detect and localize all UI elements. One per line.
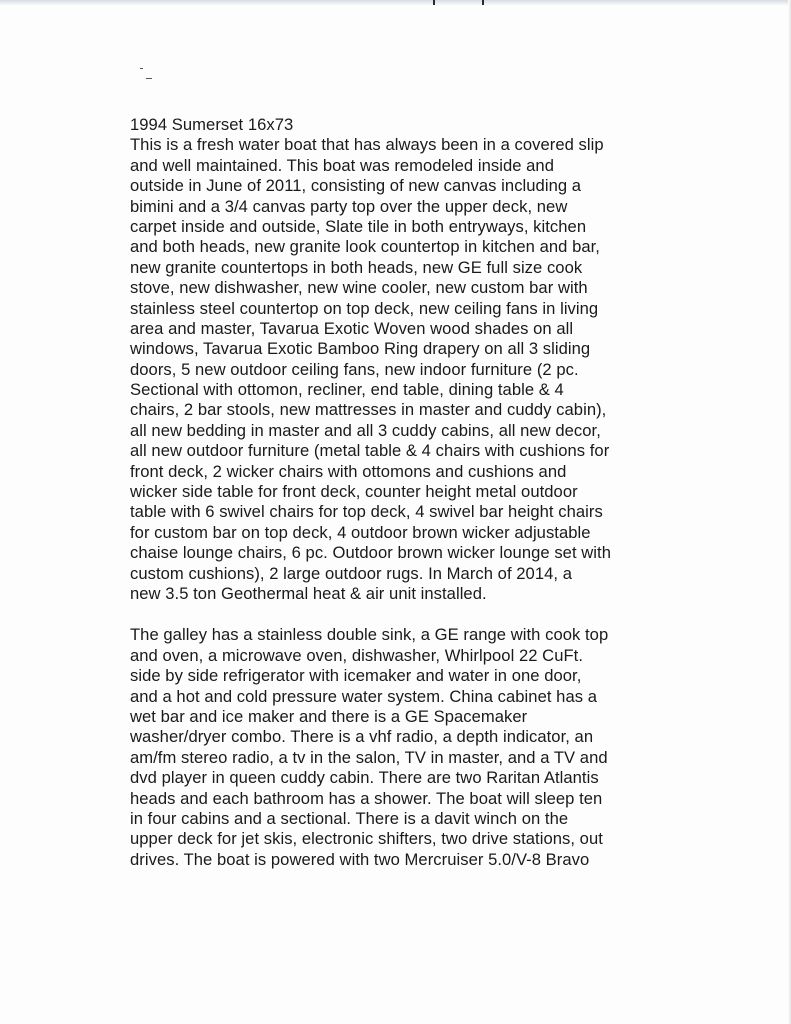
text-line: and well maintained. This boat was remodeled inside and (130, 155, 554, 175)
text-line: wicker side table for front deck, counter height metal outdoor (130, 482, 578, 502)
text-line: wet bar and ice maker and there is a GE Spacemaker (130, 706, 528, 726)
text-line: new 3.5 ton Geothermal heat & air unit installed. (130, 583, 487, 603)
paragraph-galley (130, 625, 770, 870)
text-line: and oven, a microwave oven, dishwasher, Whirlpool 22 CuFt. (130, 645, 583, 665)
text-line: carpet inside and outside, Slate tile in both entryways, kitchen (130, 216, 587, 236)
text-line: area and master, Tavarua Exotic Woven wood shades on all (130, 318, 574, 338)
text-line: dvd player in queen cuddy cabin. There are two Raritan Atlantis (130, 768, 599, 788)
text-line: Sectional with ottomon, recliner, end table, dining table & 4 (130, 380, 564, 400)
text-line: custom cushions), 2 large outdoor rugs. In March of 2014, a (130, 563, 572, 583)
text-line: side by side refrigerator with icemaker and water in one door, (130, 666, 582, 686)
text-line: stove, new dishwasher, new wine cooler, new custom bar with (130, 278, 588, 298)
text-line: in four cabins and a sectional. There is a davit winch on the (130, 808, 569, 828)
text-line: chaise lounge chairs, 6 pc. Outdoor brown wicker lounge set with (130, 543, 611, 563)
text-line: and a hot and cold pressure water system. China cabinet has a (130, 686, 598, 706)
text-line: and both heads, new granite look countertop in kitchen and bar, (130, 237, 600, 257)
document-heading: 1994 Sumerset 16x73 (130, 115, 294, 134)
paragraph-remodel (130, 135, 770, 604)
text-line: new granite countertops in both heads, new GE full size cook (130, 257, 583, 277)
text-line: outside in June of 2011, consisting of new canvas including a (130, 176, 582, 196)
text-line: chairs, 2 bar stools, new mattresses in master and cuddy cabin), (130, 400, 607, 420)
text-line: stainless steel countertop on top deck, new ceiling fans in living (130, 298, 599, 318)
text-line: upper deck for jet skis, electronic shifters, two drive stations, out (130, 829, 603, 849)
text-line: This is a fresh water boat that has always been in a covered slip (130, 135, 604, 155)
text-line: for custom bar on top deck, 4 outdoor brown wicker adjustable (130, 522, 591, 542)
text-line: front deck, 2 wicker chairs with ottomons and cushions and (130, 461, 567, 481)
text-line: all new bedding in master and all 3 cuddy cabins, all new decor, (130, 420, 601, 440)
text-line: table with 6 swivel chairs for top deck, 4 swivel bar height chairs (130, 502, 603, 522)
scan-mark (433, 0, 435, 5)
scan-mark (482, 0, 484, 5)
scan-speck (146, 78, 152, 79)
scan-speck (140, 68, 143, 69)
text-line: washer/dryer combo. There is a vhf radio, a depth indicator, an (130, 727, 594, 747)
text-line: drives. The boat is powered with two Mercruiser 5.0/V-8 Bravo (130, 849, 590, 869)
text-line: The galley has a stainless double sink, a GE range with cook top (130, 625, 609, 645)
text-line: heads and each bathroom has a shower. The boat will sleep ten (130, 788, 603, 808)
text-line: bimini and a 3/4 canvas party top over the upper deck, new (130, 196, 568, 216)
text-line: am/fm stereo radio, a tv in the salon, TV in master, and a TV and (130, 747, 608, 767)
text-line: windows, Tavarua Exotic Bamboo Ring drapery on all 3 sliding (130, 339, 591, 359)
text-line: all new outdoor furniture (metal table & 4 chairs with cushions for (130, 441, 610, 461)
paragraph-gap (130, 604, 770, 625)
text-line: doors, 5 new outdoor ceiling fans, new indoor furniture (2 pc. (130, 359, 579, 379)
document-body (130, 115, 770, 870)
scan-top-edge (0, 0, 791, 6)
